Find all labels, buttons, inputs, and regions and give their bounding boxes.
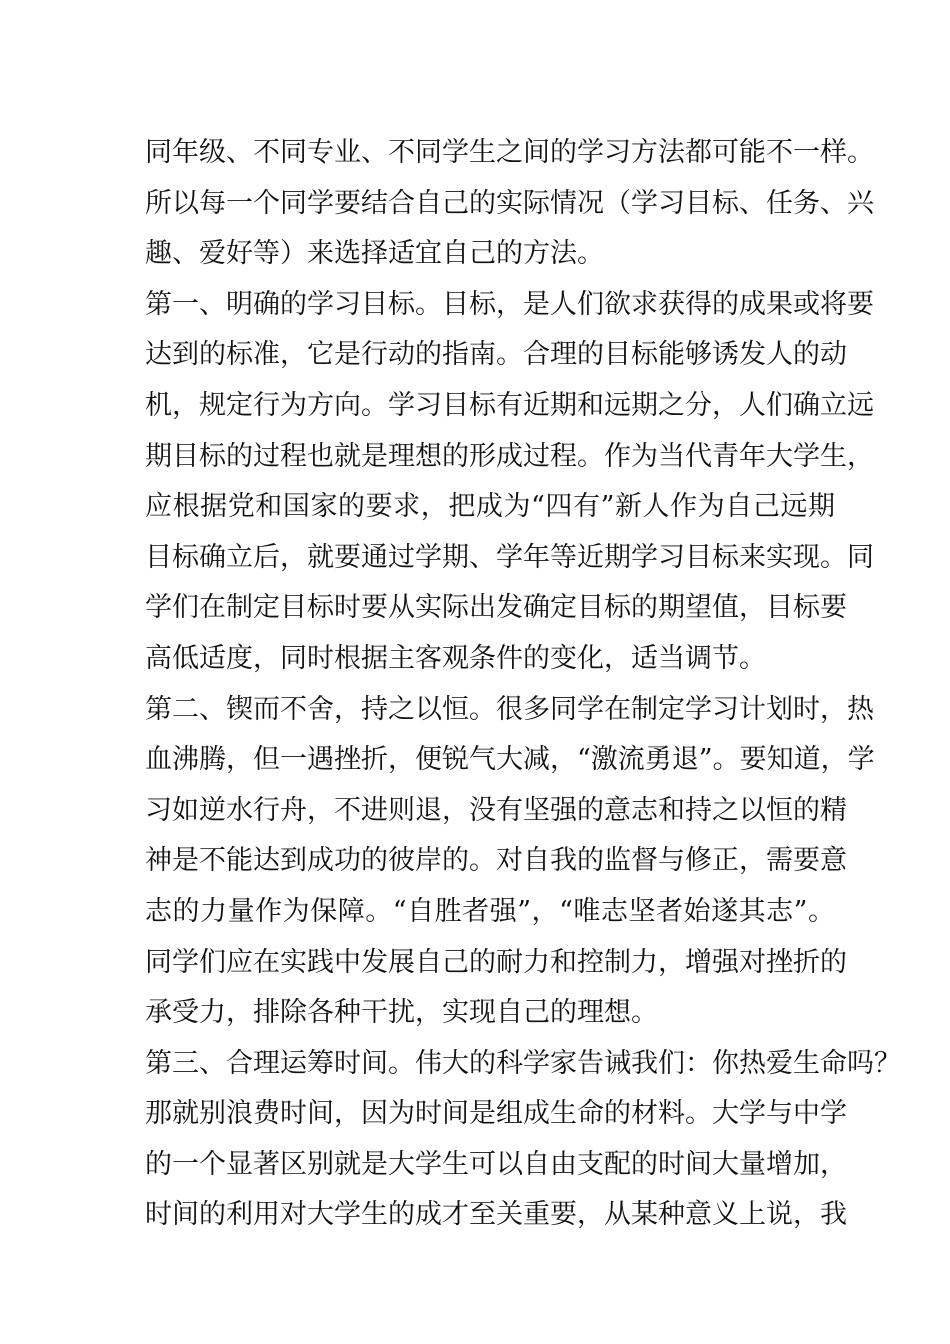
text-line: 同年级、不同专业、不同学生之间的学习方法都可能不一样。 (145, 137, 874, 168)
text-line: 习如逆水行舟，不进则退，没有坚强的意志和持之以恒的精 (145, 794, 847, 826)
text-line: 达到的标准，它是行动的指南。合理的目标能够诱发人的动 (145, 339, 847, 371)
text-line: 学们在制定目标时要从实际出发确定目标的期望值，目标要 (145, 592, 847, 624)
text-line: 第三、合理运筹时间。伟大的科学家告诫我们：你热爱生命吗？ (145, 1047, 901, 1079)
text-line: 血沸腾，但一遇挫折，便锐气大减，“激流勇退”。要知道，学 (145, 744, 875, 776)
text-line: 期目标的过程也就是理想的形成过程。作为当代青年大学生， (145, 440, 874, 472)
text-line: 所以每一个同学要结合自己的实际情况（学习目标、任务、兴 (145, 187, 874, 219)
text-line: 机，规定行为方向。学习目标有近期和远期之分，人们确立远 (145, 389, 874, 421)
text-line: 高低适度，同时根据主客观条件的变化，适当调节。 (145, 642, 766, 674)
text-line: 第一、明确的学习目标。目标，是人们欲求获得的成果或将要 (145, 288, 874, 320)
text-line: 的一个显著区别就是大学生可以自由支配的时间大量增加， (145, 1148, 847, 1180)
text-line: 第二、锲而不舍，持之以恒。很多同学在制定学习计划时，热 (145, 693, 874, 725)
text-line: 时间的利用对大学生的成才至关重要，从某种意义上说，我 (145, 1199, 847, 1231)
text-line: 神是不能达到成功的彼岸的。对自我的监督与修正，需要意 (145, 845, 847, 877)
text-line: 那就别浪费时间，因为时间是组成生命的材料。大学与中学 (145, 1098, 847, 1130)
text-line: 同学们应在实践中发展自己的耐力和控制力，增强对挫折的 (145, 946, 847, 978)
text-line: 趣、爱好等）来选择适宜自己的方法。 (145, 238, 604, 270)
text-line: 应根据党和国家的要求，把成为“四有”新人作为自己远期 (145, 491, 835, 523)
text-line: 承受力，排除各种干扰，实现自己的理想。 (145, 997, 658, 1029)
text-line: 目标确立后，就要通过学期、学年等近期学习目标来实现。同 (145, 541, 874, 573)
text-line: 志的力量作为保障。“自胜者强”，“唯志坚者始遂其志”。 (145, 895, 835, 927)
body-text (145, 128, 901, 1241)
